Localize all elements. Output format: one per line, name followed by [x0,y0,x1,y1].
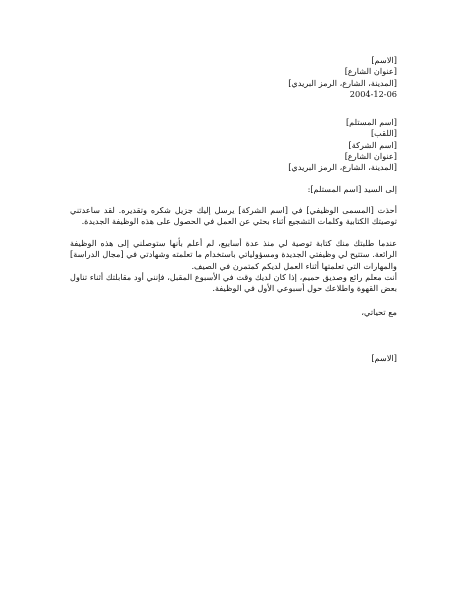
body-paragraph-1 [70,205,397,228]
closing: مع تحياتي، [361,307,397,317]
recipient-city: [المدينة، الشارع، الرمز البريدي] [288,162,397,173]
recipient-title: [اللقب] [370,128,397,139]
sender-street: [عنوان الشارع] [344,66,397,77]
sender-name: [الاسم] [371,55,397,65]
body-paragraph-text: أنت معلم رائع وصديق حميم، إذا كان لديك وقت في الأسبوع المقبل، فإنني أود مقابلتك أثناء تناول بعض القهوة واطلاعك حول أسبوعي الأول في الوظيفة. [70,272,397,294]
body-paragraph-text: عندما طلبتك منك كتابة توصية لي منذ عدة أسابيع، لم أعلم بأنها ستوصلني إلى هذه الوظيفة الرائعة. ستتيح لي وظيفتي الجديدة ومسؤولياتي باستخدام ما تعلمته وشهادتي في [مجال الدراسة] والمهارات التي تعلمتها أثناء العمل لديكم كمتمرن في الصيف. [70,238,397,271]
signature-name: [الاسم] [371,353,397,363]
recipient-company: [اسم الشركة] [348,139,397,150]
recipient-address-block [167,117,397,173]
recipient-name: [اسم المستلم] [345,117,397,127]
recipient-street: [عنوان الشارع] [344,150,397,161]
body-paragraph-text: أحذت [المسمى الوظيفي] في [اسم الشركة] يرسل إليك جزيل شكره وتقديره. لقد ساعدتني توصيتك الكتابية وكلمات التشجيع أثناء بحثي عن العمل في الحصول على هذه الوظيفة الجديدة. [70,205,397,227]
salutation: إلى السيد [اسم المستلم]: [307,184,397,194]
sender-address-block [167,55,397,100]
sender-city: [المدينة، الشارع، الرمز البريدي] [288,77,397,88]
letter-date: 2004-12-06 [349,88,397,99]
body-paragraph-3 [70,272,397,295]
body-paragraph-2 [70,238,397,272]
